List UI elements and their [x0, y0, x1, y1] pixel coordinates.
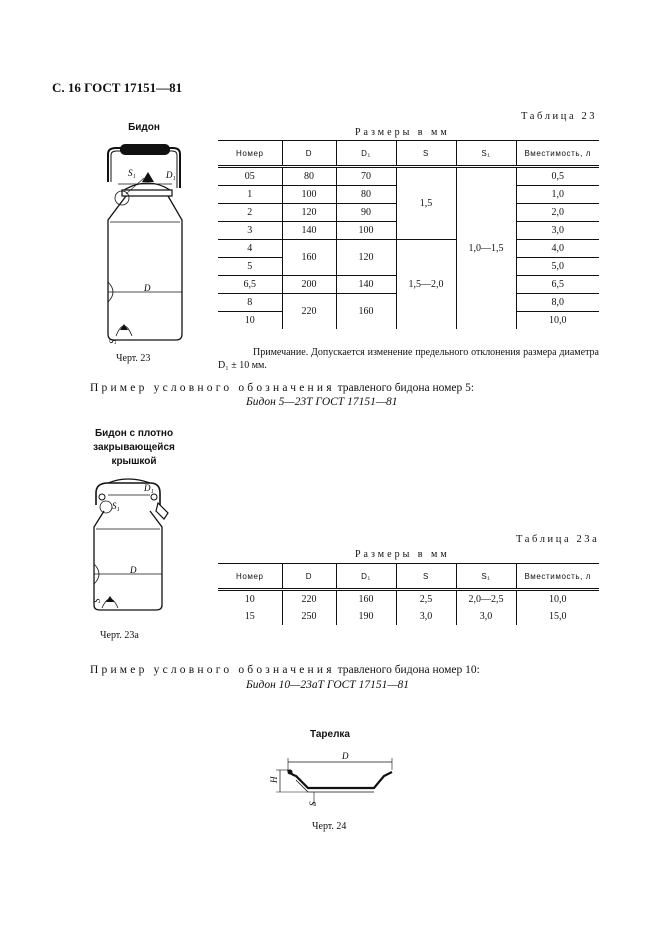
- example-1-label: Пример условного обозначения: [90, 382, 335, 394]
- designation-2: Бидон 10—23аТ ГОСТ 17151—81: [246, 679, 410, 691]
- table-23a-title: Таблица 23а: [516, 534, 600, 545]
- table-cell: 10,0: [516, 312, 599, 330]
- figure-23-title: Бидон: [128, 122, 160, 133]
- table-cell: 120: [336, 240, 396, 276]
- table-cell: 05: [218, 167, 282, 186]
- label-s-fig23: S: [108, 339, 118, 344]
- table-cell: 3,0: [456, 608, 516, 625]
- col-header: S₁: [456, 564, 516, 590]
- col-header: D: [282, 141, 336, 167]
- table-cell: 5,0: [516, 258, 599, 276]
- table-cell: 2,5: [396, 590, 456, 609]
- table-cell: 100: [336, 222, 396, 240]
- table-cell: 5: [218, 258, 282, 276]
- figure-23a-drawing: [88, 475, 188, 620]
- table-cell: 10: [244, 315, 255, 326]
- table-cell: 250: [282, 608, 336, 625]
- col-header: D₁: [336, 564, 396, 590]
- figure-24-caption: Черт. 24: [312, 821, 347, 832]
- example-1: [90, 382, 474, 394]
- figure-24-drawing: [266, 748, 406, 808]
- table-cell: 200: [282, 276, 336, 294]
- label-h-fig24: H: [269, 776, 279, 783]
- table-cell: 3,0: [516, 222, 599, 240]
- example-1-text: травленого бидона номер 5:: [337, 382, 475, 394]
- table-23-title: Таблица 23: [521, 111, 598, 122]
- label-d1-fig23a: D₁: [144, 483, 154, 493]
- example-2-text: травленого бидона номер 10:: [337, 664, 480, 676]
- table-cell: 140: [282, 222, 336, 240]
- table-cell: 160: [336, 294, 396, 330]
- table-cell: 1,0: [516, 186, 599, 204]
- col-header: D: [282, 564, 336, 590]
- label-s1-fig23: S₁: [128, 168, 136, 178]
- table-cell: 15: [244, 611, 255, 622]
- col-header: Номер: [235, 571, 264, 581]
- table-23: [218, 140, 599, 329]
- table-cell: 160: [336, 590, 396, 609]
- table-cell: 140: [336, 276, 396, 294]
- table-cell: 70: [336, 167, 396, 186]
- page-header: С. 16 ГОСТ 17151—81: [52, 80, 183, 95]
- table-cell: 3,0: [396, 608, 456, 625]
- table-cell: 10: [244, 594, 255, 605]
- designation-1: Бидон 5—23Т ГОСТ 17151—81: [246, 396, 398, 408]
- label-d-fig23a: D: [130, 565, 137, 575]
- col-header: D₁: [336, 141, 396, 167]
- table-cell: 2: [218, 204, 282, 222]
- label-d-fig23: D: [144, 283, 151, 293]
- col-header: Вместимость, л: [516, 564, 599, 590]
- table-23a: [218, 563, 599, 625]
- table-cell: 80: [336, 186, 396, 204]
- col-header: Вместимость, л: [516, 141, 599, 167]
- example-2: [90, 664, 480, 676]
- figure-23a-caption: Черт. 23а: [100, 630, 139, 641]
- table-23a-units: Размеры в мм: [355, 549, 450, 560]
- table-cell: 6,5: [516, 276, 599, 294]
- table-23-units: Размеры в мм: [355, 127, 450, 138]
- figure-23-caption: Черт. 23: [116, 353, 151, 364]
- table-cell: 220: [282, 294, 336, 330]
- table-cell: 4: [218, 240, 282, 258]
- label-d-fig24: D: [342, 751, 349, 761]
- figure-23a-title: [84, 427, 184, 469]
- table-cell: 0,5: [516, 167, 599, 186]
- table-cell: 10,0: [516, 590, 599, 609]
- table-cell: 1,5: [396, 167, 456, 240]
- table-cell: 6,5: [218, 276, 282, 294]
- figure-23a-title-line: закрывающейся: [93, 442, 175, 453]
- label-s1-fig23a: S₁: [112, 501, 120, 511]
- table-cell: 1: [218, 186, 282, 204]
- figure-24-title: Тарелка: [309, 729, 350, 740]
- table-cell: 190: [336, 608, 396, 625]
- table-cell: 4,0: [516, 240, 599, 258]
- label-s-fig24: S: [308, 801, 318, 806]
- table-row: [218, 590, 599, 609]
- table-cell: 15,0: [516, 608, 599, 625]
- col-header: S: [396, 564, 456, 590]
- table-cell: 90: [336, 204, 396, 222]
- label-d1-fig23: D₁: [166, 170, 176, 180]
- figure-23a-title-line: крышкой: [111, 456, 157, 467]
- col-header: S: [396, 141, 456, 167]
- table-cell: 160: [282, 240, 336, 276]
- table-cell: 120: [282, 204, 336, 222]
- table-cell: 2,0—2,5: [456, 590, 516, 609]
- table-cell: 8,0: [516, 294, 599, 312]
- table-cell: 220: [282, 590, 336, 609]
- figure-23a-title-line: Бидон с плотно: [94, 428, 174, 439]
- table-cell: 100: [282, 186, 336, 204]
- table-cell: 1,0—1,5: [456, 167, 516, 330]
- table-cell: 1,5—2,0: [396, 240, 456, 330]
- table-cell: 8: [218, 294, 282, 312]
- label-s-fig23a: S: [92, 598, 102, 603]
- table-23-note: Примечание. Допускается изменение предельного отклонения размера диаметра D₁ ± 10 мм.: [218, 347, 599, 371]
- table-row: [218, 608, 599, 625]
- col-header: Номер: [235, 148, 264, 158]
- table-cell: 2,0: [516, 204, 599, 222]
- col-header: S₁: [456, 141, 516, 167]
- table-cell: 80: [282, 167, 336, 186]
- figure-23-drawing: [98, 140, 198, 350]
- example-2-label: Пример условного обозначения: [90, 664, 335, 676]
- table-cell: 3: [218, 222, 282, 240]
